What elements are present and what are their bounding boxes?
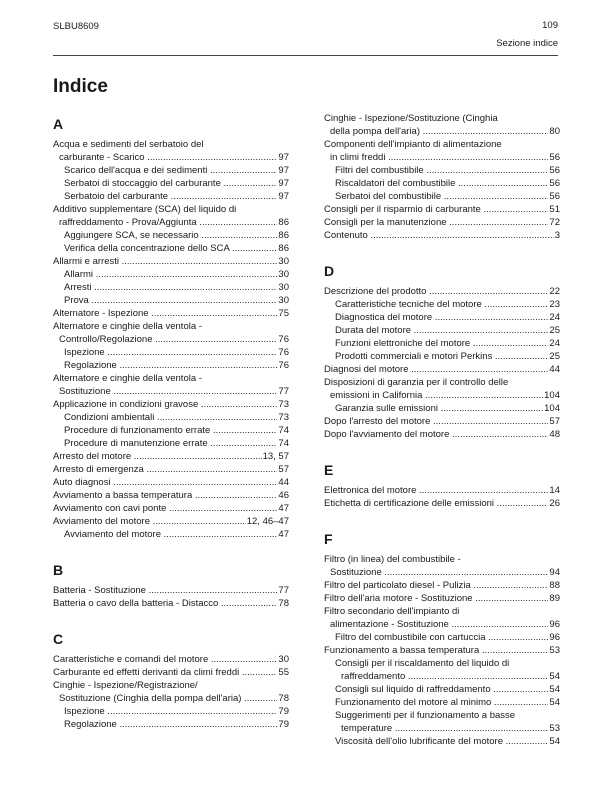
index-entry xyxy=(53,281,289,294)
index-entry xyxy=(324,216,560,229)
index-entry xyxy=(324,722,560,735)
index-entry-label: Allarmi e arresti ..... xyxy=(53,255,277,268)
index-entry-label: in climi freddi ..... xyxy=(330,151,548,164)
section-letter: F xyxy=(324,531,333,547)
index-entry xyxy=(53,692,289,705)
index-entry xyxy=(53,463,289,476)
index-entry xyxy=(324,285,560,298)
section-letter: A xyxy=(53,116,64,132)
index-section-b xyxy=(53,558,289,610)
index-entry xyxy=(53,705,289,718)
index-entry xyxy=(324,683,560,696)
index-entry xyxy=(324,311,560,324)
index-section-e xyxy=(324,458,560,510)
index-entry-page: 74 xyxy=(278,425,289,436)
index-entry-page: 97 xyxy=(278,165,289,176)
index-entry-label: Ispezione ..... xyxy=(64,705,277,718)
index-entry-page: 13, 57 xyxy=(262,451,289,462)
index-entry-page: 72 xyxy=(549,217,560,228)
index-entry: Alternatore e cinghie della ventola - xyxy=(53,321,202,332)
index-entry-page: 94 xyxy=(549,567,560,578)
page-header-right xyxy=(496,17,558,53)
index-entry-label: Regolazione ..... xyxy=(64,718,277,731)
index-entry xyxy=(324,631,560,644)
index-column-left xyxy=(53,112,289,731)
index-entry-label: Arresto del motore ..... xyxy=(53,450,262,463)
index-entry-label: raffreddamento - Prova/Aggiunta ..... xyxy=(59,216,277,229)
index-entry xyxy=(324,350,560,363)
index-entry-label: Filtro del particolato diesel - Pulizia ..... xyxy=(324,579,548,592)
index-entry-page: 24 xyxy=(549,338,560,349)
index-entry-page: 57 xyxy=(549,416,560,427)
index-entry xyxy=(324,190,560,203)
index-entry-label: Sostituzione ..... xyxy=(59,385,277,398)
index-entry xyxy=(53,502,289,515)
index-entry xyxy=(53,437,289,450)
index-entry-label: Filtro del combustibile con cartuccia ..... xyxy=(335,631,548,644)
index-entry xyxy=(53,528,289,541)
index-entry-label: raffreddamento ..... xyxy=(341,670,548,683)
index-entry xyxy=(53,294,289,307)
index-entry: Componenti dell'impianto di alimentazione xyxy=(324,139,502,150)
section-letter: B xyxy=(53,562,64,578)
index-entry xyxy=(53,424,289,437)
index-entry-label: Etichetta di certificazione delle emissioni ..... xyxy=(324,497,548,510)
index-entry-page: 53 xyxy=(549,723,560,734)
index-entry-label: Batteria - Sostituzione ..... xyxy=(53,584,277,597)
index-entry-page: 86 xyxy=(278,230,289,241)
index-entry-page: 24 xyxy=(549,312,560,323)
index-entry xyxy=(324,497,560,510)
index-section-c-continued xyxy=(324,112,560,242)
index-entry-label: Consigli per il risparmio di carburante ..... xyxy=(324,203,548,216)
index-entry-label: Durata del motore ..... xyxy=(335,324,548,337)
index-entry xyxy=(324,735,560,748)
index-entry-page: 96 xyxy=(549,632,560,643)
index-entry xyxy=(324,484,560,497)
index-entry-page: 57 xyxy=(278,464,289,475)
index-entry: Additivo supplementare (SCA) del liquido di xyxy=(53,204,237,215)
index-entry-page: 46 xyxy=(278,490,289,501)
index-entry xyxy=(53,653,289,666)
page-number: 109 xyxy=(542,20,558,31)
index-entry xyxy=(53,385,289,398)
index-section-d xyxy=(324,259,560,441)
index-entry xyxy=(53,307,289,320)
index-entry xyxy=(53,190,289,203)
index-entry-label: Garanzia sulle emissioni ..... xyxy=(335,402,543,415)
index-entry xyxy=(324,125,560,138)
index-entry-page: 30 xyxy=(278,295,289,306)
header-rule xyxy=(53,55,558,56)
index-entry xyxy=(53,718,289,731)
index-entry xyxy=(53,450,289,463)
index-entry xyxy=(324,298,560,311)
index-entry-label: Contenuto ..... xyxy=(324,229,554,242)
index-entry xyxy=(53,242,289,255)
index-entry-label: temperature ..... xyxy=(341,722,548,735)
index-entry-page: 3 xyxy=(554,230,560,241)
index-entry-label: Avviamento a bassa temperatura ..... xyxy=(53,489,277,502)
index-entry-page: 54 xyxy=(549,684,560,695)
index-entry-page: 76 xyxy=(278,334,289,345)
index-entry-page: 78 xyxy=(278,598,289,609)
index-entry-page: 73 xyxy=(278,399,289,410)
index-entry-label: Serbatoio del carburante ..... xyxy=(64,190,277,203)
index-entry-page: 51 xyxy=(549,204,560,215)
index-entry-page: 104 xyxy=(544,403,560,414)
index-entry-label: Viscosità dell'olio lubrificante del motore ..... xyxy=(335,735,548,748)
index-entry-page: 76 xyxy=(278,360,289,371)
section-letter: D xyxy=(324,263,335,279)
index-entry-label: Avviamento del motore ..... xyxy=(64,528,277,541)
index-entry-label: Prova ..... xyxy=(64,294,277,307)
index-entry-label: Allarmi ..... xyxy=(64,268,277,281)
index-entry-page: 25 xyxy=(549,325,560,336)
index-entry-page: 22 xyxy=(549,286,560,297)
index-entry xyxy=(53,151,289,164)
index-entry xyxy=(53,597,289,610)
index-entry-label: Condizioni ambientali ..... xyxy=(64,411,277,424)
index-entry xyxy=(324,324,560,337)
index-entry-page: 79 xyxy=(278,719,289,730)
index-entry-page: 73 xyxy=(278,412,289,423)
section-title: Sezione indice xyxy=(496,38,558,49)
index-entry xyxy=(53,346,289,359)
index-entry xyxy=(53,229,289,242)
index-section-c xyxy=(53,627,289,731)
index-entry-page: 89 xyxy=(549,593,560,604)
index-entry xyxy=(324,203,560,216)
index-entry-page: 74 xyxy=(278,438,289,449)
index-entry-page: 48 xyxy=(549,429,560,440)
index-entry xyxy=(53,216,289,229)
index-entry-page: 30 xyxy=(278,269,289,280)
section-letter: C xyxy=(53,631,64,647)
index-entry xyxy=(324,670,560,683)
index-entry-page: 56 xyxy=(549,165,560,176)
index-entry-label: alimentazione - Sostituzione ..... xyxy=(330,618,548,631)
index-entry-label: Dopo l'arresto del motore ..... xyxy=(324,415,548,428)
index-entry-label: Avviamento con cavi ponte ..... xyxy=(53,502,277,515)
index-entry-label: Avviamento del motore ..... xyxy=(53,515,246,528)
index-entry-label: Auto diagnosi ..... xyxy=(53,476,277,489)
index-entry: Acqua e sedimenti del serbatoio del xyxy=(53,139,204,150)
index-entry xyxy=(53,476,289,489)
index-entry-page: 23 xyxy=(549,299,560,310)
index-entry xyxy=(324,592,560,605)
index-entry xyxy=(53,177,289,190)
index-entry xyxy=(53,584,289,597)
index-entry xyxy=(324,644,560,657)
index-entry xyxy=(53,164,289,177)
index-entry xyxy=(324,337,560,350)
index-entry-page: 55 xyxy=(278,667,289,678)
index-entry-page: 54 xyxy=(549,671,560,682)
index-entry: Filtro secondario dell'impianto di xyxy=(324,606,460,617)
index-entry-label: Regolazione ..... xyxy=(64,359,277,372)
index-entry-page: 76 xyxy=(278,347,289,358)
index-entry xyxy=(53,411,289,424)
index-entry xyxy=(53,666,289,679)
index-entry-page: 30 xyxy=(278,282,289,293)
index-entry-label: carburante - Scarico ..... xyxy=(59,151,277,164)
index-entry: Alternatore e cinghie della ventola - xyxy=(53,373,202,384)
index-entry-label: Prodotti commerciali e motori Perkins ..... xyxy=(335,350,548,363)
index-entry xyxy=(324,566,560,579)
index-entry xyxy=(53,398,289,411)
index-entry-page: 54 xyxy=(549,697,560,708)
index-entry-page: 26 xyxy=(549,498,560,509)
index-entry-label: Scarico dell'acqua e dei sedimenti ..... xyxy=(64,164,277,177)
index-entry-label: Verifica della concentrazione dello SCA ..... xyxy=(64,242,277,255)
index-section-a xyxy=(53,112,289,541)
index-entry-page: 25 xyxy=(549,351,560,362)
index-entry-label: Serbatoi del combustibile ..... xyxy=(335,190,548,203)
index-entry: Cinghie - Ispezione/Registrazione/ xyxy=(53,680,198,691)
section-letter: E xyxy=(324,462,334,478)
index-entry-page: 47 xyxy=(278,503,289,514)
index-entry-label: Filtro dell'aria motore - Sostituzione ..... xyxy=(324,592,548,605)
index-entry-label: Procedure di manutenzione errate ..... xyxy=(64,437,277,450)
index-entry-page: 97 xyxy=(278,191,289,202)
index-entry-page: 54 xyxy=(549,736,560,747)
index-entry-label: Funzionamento a bassa temperatura ..... xyxy=(324,644,548,657)
index-entry-page: 44 xyxy=(549,364,560,375)
index-entry-label: Funzionamento del motore al minimo ..... xyxy=(335,696,548,709)
index-entry: Disposizioni di garanzia per il controllo delle xyxy=(324,377,509,388)
index-entry-page: 77 xyxy=(278,386,289,397)
index-entry-page: 14 xyxy=(549,485,560,496)
index-entry-page: 104 xyxy=(544,390,560,401)
index-entry-page: 86 xyxy=(278,243,289,254)
index-entry-label: emissioni in California ..... xyxy=(330,389,543,402)
index-entry-label: Filtri del combustibile ..... xyxy=(335,164,548,177)
index-entry-page: 80 xyxy=(549,126,560,137)
index-entry-label: Descrizione del prodotto ..... xyxy=(324,285,548,298)
index-entry-page: 12, 46–47 xyxy=(246,516,289,527)
index-entry-label: Arresti ..... xyxy=(64,281,277,294)
index-entry-label: Procedure di funzionamento errate ..... xyxy=(64,424,277,437)
index-entry-label: Elettronica del motore ..... xyxy=(324,484,548,497)
index-entry xyxy=(324,696,560,709)
index-entry xyxy=(324,402,560,415)
index-entry-label: Carburante ed effetti derivanti da climi freddi ..... xyxy=(53,666,277,679)
index-entry xyxy=(324,618,560,631)
index-entry-label: Sostituzione (Cinghia della pompa dell'aria) ..... xyxy=(59,692,277,705)
index-section-f xyxy=(324,527,560,748)
index-entry-page: 44 xyxy=(278,477,289,488)
index-entry-label: Controllo/Regolazione ..... xyxy=(59,333,277,346)
index-entry xyxy=(324,389,560,402)
index-entry-label: Diagnosi del motore ..... xyxy=(324,363,548,376)
index-entry xyxy=(324,415,560,428)
index-entry-label: Ispezione ..... xyxy=(64,346,277,359)
index-entry-page: 53 xyxy=(549,645,560,656)
index-entry xyxy=(324,229,560,242)
index-entry: Filtro (in linea) del combustibile - xyxy=(324,554,461,565)
index-entry xyxy=(53,255,289,268)
index-entry-label: Alternatore - Ispezione ..... xyxy=(53,307,277,320)
index-entry xyxy=(324,164,560,177)
index-entry: Cinghie - Ispezione/Sostituzione (Cinghia xyxy=(324,113,498,124)
index-entry-label: Applicazione in condizioni gravose ..... xyxy=(53,398,277,411)
index-entry-label: Consigli per la manutenzione ..... xyxy=(324,216,548,229)
index-entry-page: 97 xyxy=(278,152,289,163)
index-entry-label: Funzioni elettroniche del motore ..... xyxy=(335,337,548,350)
index-entry-page: 30 xyxy=(278,654,289,665)
index-entry xyxy=(324,579,560,592)
index-entry-page: 78 xyxy=(278,693,289,704)
index-entry-page: 86 xyxy=(278,217,289,228)
index-entry xyxy=(324,363,560,376)
index-entry-page: 47 xyxy=(278,529,289,540)
index-entry-page: 56 xyxy=(549,152,560,163)
document-code: SLBU8609 xyxy=(53,21,99,32)
index-entry-page: 88 xyxy=(549,580,560,591)
index-entry-label: Dopo l'avviamento del motore ..... xyxy=(324,428,548,441)
index-entry: Consigli per il riscaldamento del liquido di xyxy=(335,658,510,669)
index-entry-label: Consigli sul liquido di raffreddamento ..... xyxy=(335,683,548,696)
index-entry-label: Diagnostica del motore ..... xyxy=(335,311,548,324)
index-entry xyxy=(53,515,289,528)
index-entry-page: 97 xyxy=(278,178,289,189)
index-entry xyxy=(53,333,289,346)
index-entry-label: Caratteristiche e comandi del motore ..... xyxy=(53,653,277,666)
index-entry: Suggerimenti per il funzionamento a basse xyxy=(335,710,516,721)
page-title: Indice xyxy=(53,76,108,97)
index-entry-label: Sostituzione ..... xyxy=(330,566,548,579)
index-entry-label: Batteria o cavo della batteria - Distacco ..... xyxy=(53,597,277,610)
index-entry-page: 79 xyxy=(278,706,289,717)
index-entry-label: Serbatoi di stoccaggio del carburante ..... xyxy=(64,177,277,190)
index-entry-page: 56 xyxy=(549,178,560,189)
index-column-right xyxy=(324,112,560,748)
index-entry xyxy=(324,177,560,190)
index-entry-label: Arresto di emergenza ..... xyxy=(53,463,277,476)
index-entry xyxy=(324,151,560,164)
index-entry-page: 30 xyxy=(278,256,289,267)
index-entry xyxy=(53,489,289,502)
index-entry xyxy=(53,359,289,372)
index-entry-page: 75 xyxy=(278,308,289,319)
index-entry-page: 56 xyxy=(549,191,560,202)
index-entry-label: Aggiungere SCA, se necessario ..... xyxy=(64,229,277,242)
index-entry-page: 96 xyxy=(549,619,560,630)
index-entry-label: della pompa dell'aria) ..... xyxy=(330,125,548,138)
index-entry xyxy=(53,268,289,281)
index-entry-label: Riscaldatori del combustibile ..... xyxy=(335,177,548,190)
index-entry-label: Caratteristiche tecniche del motore ..... xyxy=(335,298,548,311)
index-entry xyxy=(324,428,560,441)
index-entry-page: 77 xyxy=(278,585,289,596)
